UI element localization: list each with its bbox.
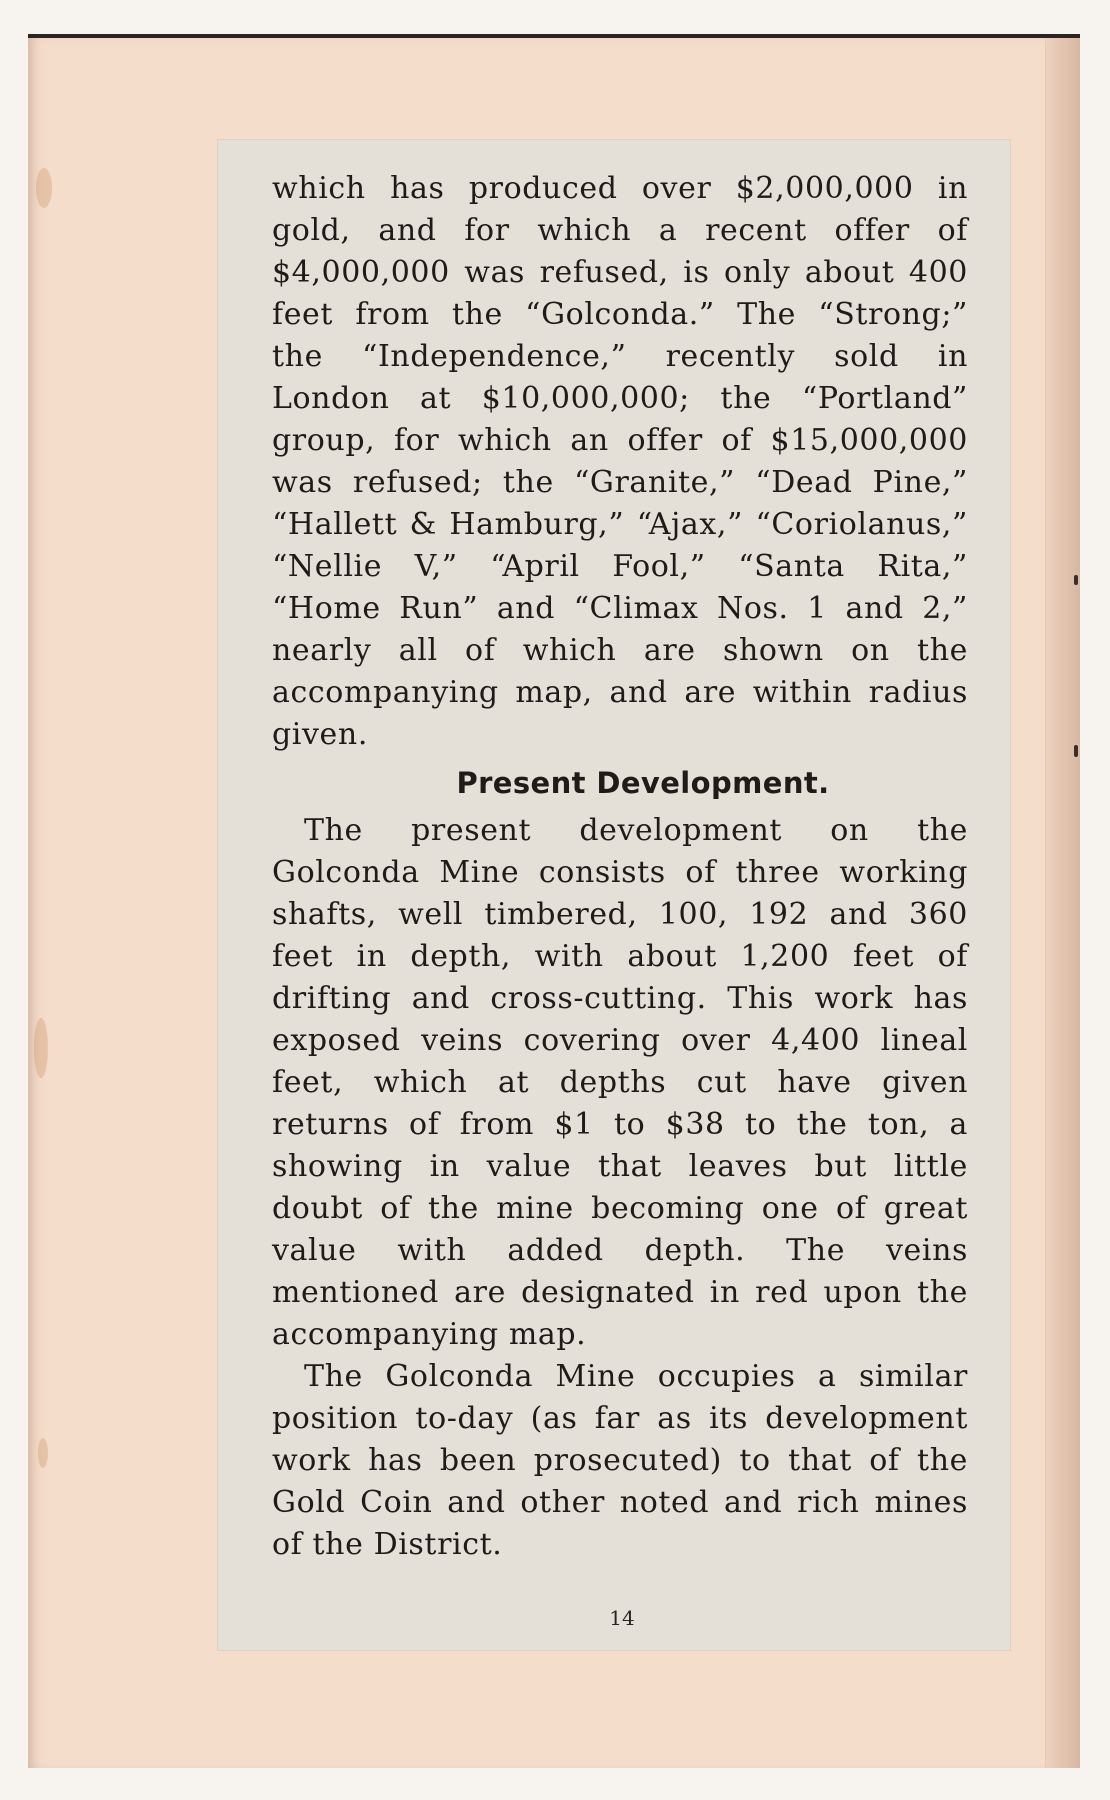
page-number: 14 [609,1606,635,1630]
foxing-spot [38,1438,48,1468]
body-paragraph: The present development on the Golconda Mine consists of three working shafts, well timbered, 100, 192 and 360 feet in depth, with about 1,200 feet of drifting and cross-cutting. This work has exposed veins covering over 4,400 lineal feet, which at depths cut have given returns of from $1 to $38 to the ton, a showing in value that leaves but little doubt of the mine becoming one of great value with added depth. The veins mentioned are designated in red upon the accompanying map. [272,813,968,1352]
body-paragraph: which has produced over $2,000,000 in gold, and for which a recent offer of $4,000,000 was refused, is only about 400 feet from the “Golconda.” The “Strong;” the “Independence,” recently sold in London at $10,000,000; the “Portland” group, for which an offer of $15,000,000 was refused; the “Granite,” “Dead Pine,” “Hallett & Hamburg,” “Ajax,” “Coriolanus,” “Nellie V,” “April Fool,” “Santa Rita,” “Home Run” and “Climax Nos. 1 and 2,” nearly all of which are shown on the accompanying map, and are within radius given. [272,171,968,752]
foxing-spot [34,1018,48,1078]
section-heading: Present Development. [456,766,830,800]
foxing-spot [36,168,52,208]
page-text [272,168,968,1566]
page-edge [1045,38,1080,1768]
margin-mark [1074,575,1078,585]
margin-mark [1074,745,1078,757]
body-paragraph: The Golconda Mine occupies a similar position to-day (as far as its development work has been prosecuted) to that of the Gold Coin and other noted and rich mines of the District. [272,1359,968,1562]
